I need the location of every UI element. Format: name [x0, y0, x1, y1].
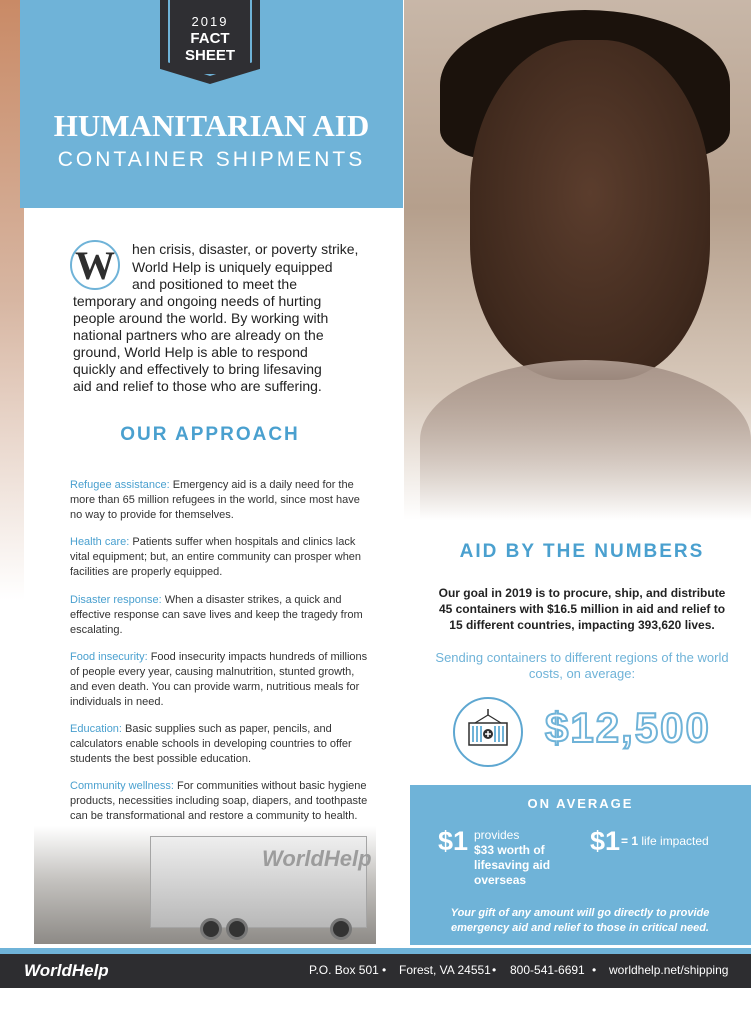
shipping-container-icon-svg	[455, 699, 521, 765]
sending-text: Sending containers to different regions of the world costs, on average:	[435, 650, 729, 681]
approach-item-food	[70, 650, 370, 710]
approach-item-text: Emergency aid is a daily need for the more than 65 million refugees in the world, since most have no way to provide for themselves.	[70, 479, 360, 521]
approach-heading: OUR APPROACH	[120, 424, 300, 445]
intro-line: temporary and ongoing needs of hurting	[73, 293, 322, 309]
truck-logo: WorldHelp	[262, 846, 372, 871]
stat2-dollar: $1	[590, 826, 621, 856]
badge-year: 2019	[191, 14, 229, 29]
stat2-text	[621, 834, 709, 849]
worldhelp-logo: WorldHelp	[24, 961, 109, 980]
shipping-container-icon	[453, 697, 523, 767]
approach-item-key: Disaster response:	[70, 594, 162, 606]
footer-separator: •	[382, 963, 387, 977]
approach-item-community	[70, 779, 370, 824]
approach-item-text: Patients suffer when hospitals and clinics lack vital equipment; but, an entire community can prosper when facilities are properly equipped.	[70, 536, 362, 578]
intro-line: people around the world. By working with	[73, 310, 329, 326]
intro-line: and positioned to meet the	[132, 276, 298, 292]
page-title: HUMANITARIAN AID	[53, 108, 370, 143]
badge-label-fact: FACT	[190, 30, 230, 47]
stat2-bold: = 1	[621, 834, 639, 848]
approach-item-education	[70, 722, 370, 767]
stat1-dollar: $1	[438, 826, 469, 856]
intro-line: quickly and effectively to bring lifesaving	[73, 361, 322, 377]
hero-photo-shoulder	[420, 360, 751, 520]
approach-item-key: Health care:	[70, 536, 130, 548]
footer-pobox: P.O. Box 501	[309, 963, 379, 977]
approach-item-text: Food insecurity impacts hundreds of millions of people every year, causing malnutrition, stunted growth, and even death. You can provide warm, nutritious meals for individuals in need.	[70, 651, 368, 708]
footer-separator: •	[492, 963, 497, 977]
intro-line: ground, World Help is able to respond	[73, 344, 308, 360]
approach-item-key: Community wellness:	[70, 780, 174, 792]
on-average-heading: ON AVERAGE	[527, 796, 634, 811]
stat1-line: $33 worth of	[474, 843, 545, 857]
approach-item-key: Refugee assistance:	[70, 479, 170, 491]
gift-note: Your gift of any amount will go directly to provide emergency aid and relief to those in critical need.	[450, 907, 710, 934]
truck-wheel	[200, 918, 222, 940]
approach-item-text: For communities without basic hygiene products, necessities including soap, diapers, and toothpaste can be transformational and restore a community to health.	[70, 780, 368, 822]
stat2-rest: life impacted	[638, 834, 709, 848]
intro-line: national partners who are already on the	[73, 327, 324, 343]
intro-line: hen crisis, disaster, or poverty strike,	[132, 241, 359, 257]
truck-wheel	[226, 918, 248, 940]
approach-item-text: When a disaster strikes, a quick and effective response can save lives and keep the tragedy from escalating.	[70, 594, 363, 636]
badge-label-sheet: SHEET	[184, 47, 235, 64]
hero-photo-face	[470, 40, 710, 380]
approach-item-health	[70, 535, 370, 580]
goal-text: Our goal in 2019 is to procure, ship, and distribute 45 containers with $16.5 million in aid and relief to 15 different countries, impacting 393,620 lives.	[438, 586, 726, 632]
footer-separator: •	[592, 963, 597, 977]
intro-line: aid and relief to those who are suffering.	[73, 378, 322, 394]
approach-item-key: Food insecurity:	[70, 651, 148, 663]
approach-item-text: Basic supplies such as paper, pencils, and calculators enable schools in developing countries to offer students the best possible education.	[70, 723, 352, 765]
numbers-heading: AID BY THE NUMBERS	[459, 541, 705, 562]
badge-label	[160, 30, 260, 64]
truck-wheel	[330, 918, 352, 940]
approach-item-disaster	[70, 593, 370, 638]
stat1-line: lifesaving aid	[474, 858, 551, 872]
stat1-line: overseas	[474, 873, 527, 887]
stat1-line: provides	[474, 828, 520, 842]
footer-city: Forest, VA 24551	[399, 963, 491, 977]
stat1-text	[474, 828, 550, 888]
dropcap-letter: W	[75, 243, 115, 288]
footer-phone: 800-541-6691	[510, 963, 585, 977]
approach-item-key: Education:	[70, 723, 122, 735]
footer-url[interactable]: worldhelp.net/shipping	[609, 963, 729, 977]
intro-line: World Help is uniquely equipped	[132, 259, 333, 275]
average-cost: $12,500	[545, 704, 711, 751]
approach-item-refugee	[70, 478, 370, 523]
page-subtitle: CONTAINER SHIPMENTS	[57, 148, 366, 171]
